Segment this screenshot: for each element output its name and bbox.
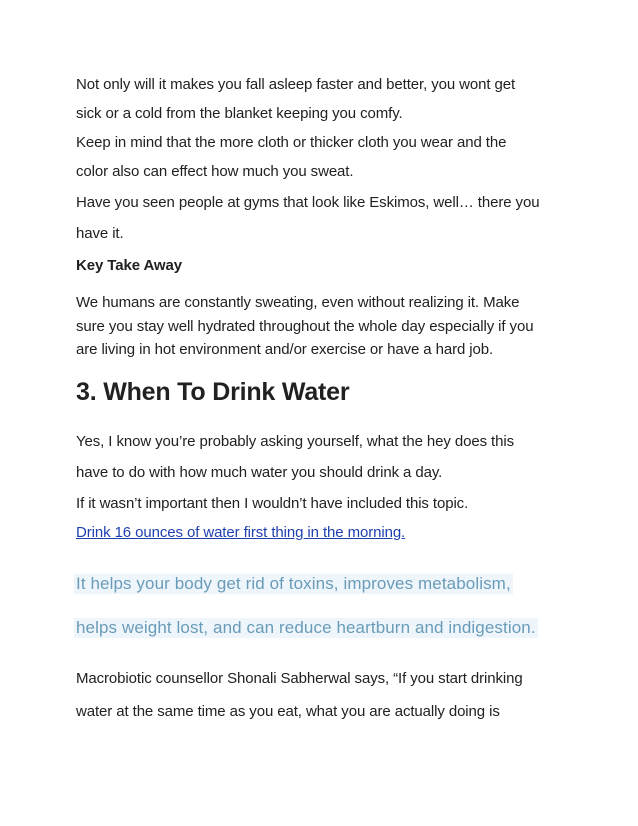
- paragraph-line: Keep in mind that the more cloth or thicker cloth you wear and the: [76, 134, 507, 151]
- paragraph-line: are living in hot environment and/or exercise or have a hard job.: [76, 341, 494, 358]
- highlight-quote-line: It helps your body get rid of toxins, improves metabolism,: [76, 574, 511, 593]
- morning-water-link[interactable]: Drink 16 ounces of water first thing in the morning.: [76, 524, 406, 541]
- morning-water-link-line: [76, 524, 405, 541]
- highlight-quote-line: helps weight lost, and can reduce heartburn and indigestion.: [76, 618, 536, 637]
- paragraph-line: have it.: [76, 225, 124, 242]
- paragraph-line: Have you seen people at gyms that look like Eskimos, well… there you: [76, 194, 540, 211]
- paragraph-line: sure you stay well hydrated throughout the whole day especially if you: [76, 318, 534, 335]
- paragraph-line: have to do with how much water you should drink a day.: [76, 464, 443, 481]
- paragraph-line: Macrobiotic counsellor Shonali Sabherwal says, “If you start drinking: [76, 670, 523, 687]
- paragraph-line: color also can effect how much you sweat.: [76, 163, 354, 180]
- key-take-away-heading: Key Take Away: [76, 257, 182, 274]
- paragraph-line: Not only will it makes you fall asleep faster and better, you wont get: [76, 76, 516, 93]
- paragraph-line: If it wasn’t important then I wouldn’t have included this topic.: [76, 495, 469, 512]
- paragraph-line: We humans are constantly sweating, even without realizing it. Make: [76, 294, 520, 311]
- paragraph-line: sick or a cold from the blanket keeping you comfy.: [76, 105, 403, 122]
- paragraph-line: Yes, I know you’re probably asking yourself, what the hey does this: [76, 433, 514, 450]
- section-heading: 3. When To Drink Water: [76, 378, 350, 406]
- paragraph-line: water at the same time as you eat, what you are actually doing is: [76, 703, 500, 720]
